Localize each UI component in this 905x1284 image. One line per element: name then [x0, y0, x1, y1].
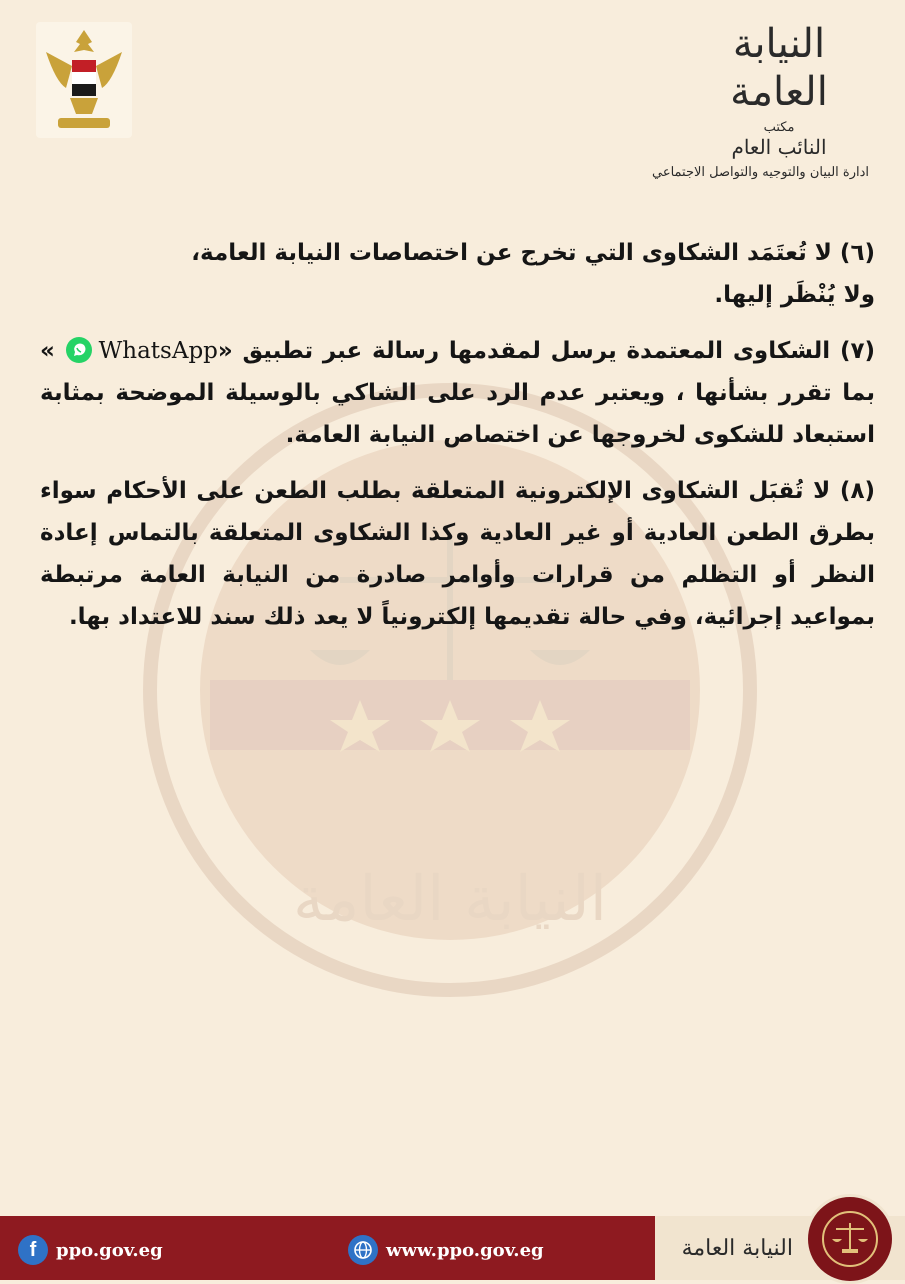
item-7-rest: » بما تقرر بشأنها ، ويعتبر عدم الرد على الشاكي بالوسيلة الموضحة بمثابة استبعاد للشكوى لخروجها عن اختصاص النيابة العامة. [40, 338, 875, 448]
item-7-number: (٧) [839, 338, 876, 364]
watermark-text: النيابة العامة [293, 862, 607, 935]
footer-brand-text: النيابة العامة [668, 1230, 807, 1267]
item-7-text [40, 330, 875, 456]
item-6-line-2: ولا يُنْظَر إليها. [714, 282, 875, 308]
item-6-text-1: لا تُعتَمَد الشكاوى التي تخرج عن اختصاصات النيابة العامة، [191, 240, 832, 266]
document-body [40, 232, 875, 652]
eagle-icon [36, 22, 132, 138]
item-7-intro: الشكاوى المعتمدة يرسل لمقدمها رسالة عبر تطبيق « [217, 338, 831, 364]
org-title: النيابة العامة [730, 21, 828, 115]
globe-icon [348, 1235, 378, 1265]
office-label: مكتب [763, 120, 795, 135]
item-6-number: (٦) [839, 240, 875, 266]
item-6 [40, 232, 875, 316]
footer-facebook[interactable] [18, 1236, 163, 1264]
page-footer [0, 1216, 905, 1280]
facebook-icon: f [18, 1235, 48, 1265]
item-8-text [40, 470, 875, 638]
organization-block [609, 20, 869, 180]
attorney-general-label: النائب العام [731, 135, 827, 159]
department-label: ادارة البيان والتوجيه والتواصل الاجتماعي [651, 165, 869, 180]
footer-website[interactable] [348, 1236, 544, 1264]
item-8-number: (٨) [839, 478, 875, 504]
page-header [0, 0, 905, 180]
whatsapp-app-name: WhatsApp [98, 338, 218, 364]
egypt-eagle-emblem [36, 22, 132, 138]
website-url: www.ppo.gov.eg [386, 1239, 544, 1261]
facebook-handle: ppo.gov.eg [56, 1239, 163, 1261]
item-7 [40, 330, 875, 456]
item-8 [40, 470, 875, 638]
item-8-body: لا تُقبَل الشكاوى الإلكترونية المتعلقة بطلب الطعن على الأحكام سواء بطرق الطعن العادية أو غير العادية وكذا الشكاوى المتعلقة بالتماس إعادة النظر أو التظلم من قرارات وأوامر صادرة من النيابة العامة مرتبطة بمواعيد إجرائية، وفي حالة تقديمها إلكترونياً لا يعد ذلك سند للاعتداد بها. [40, 478, 875, 630]
item-6-line-1 [40, 232, 875, 274]
prosecution-seal [805, 1194, 895, 1284]
whatsapp-icon [65, 336, 93, 364]
